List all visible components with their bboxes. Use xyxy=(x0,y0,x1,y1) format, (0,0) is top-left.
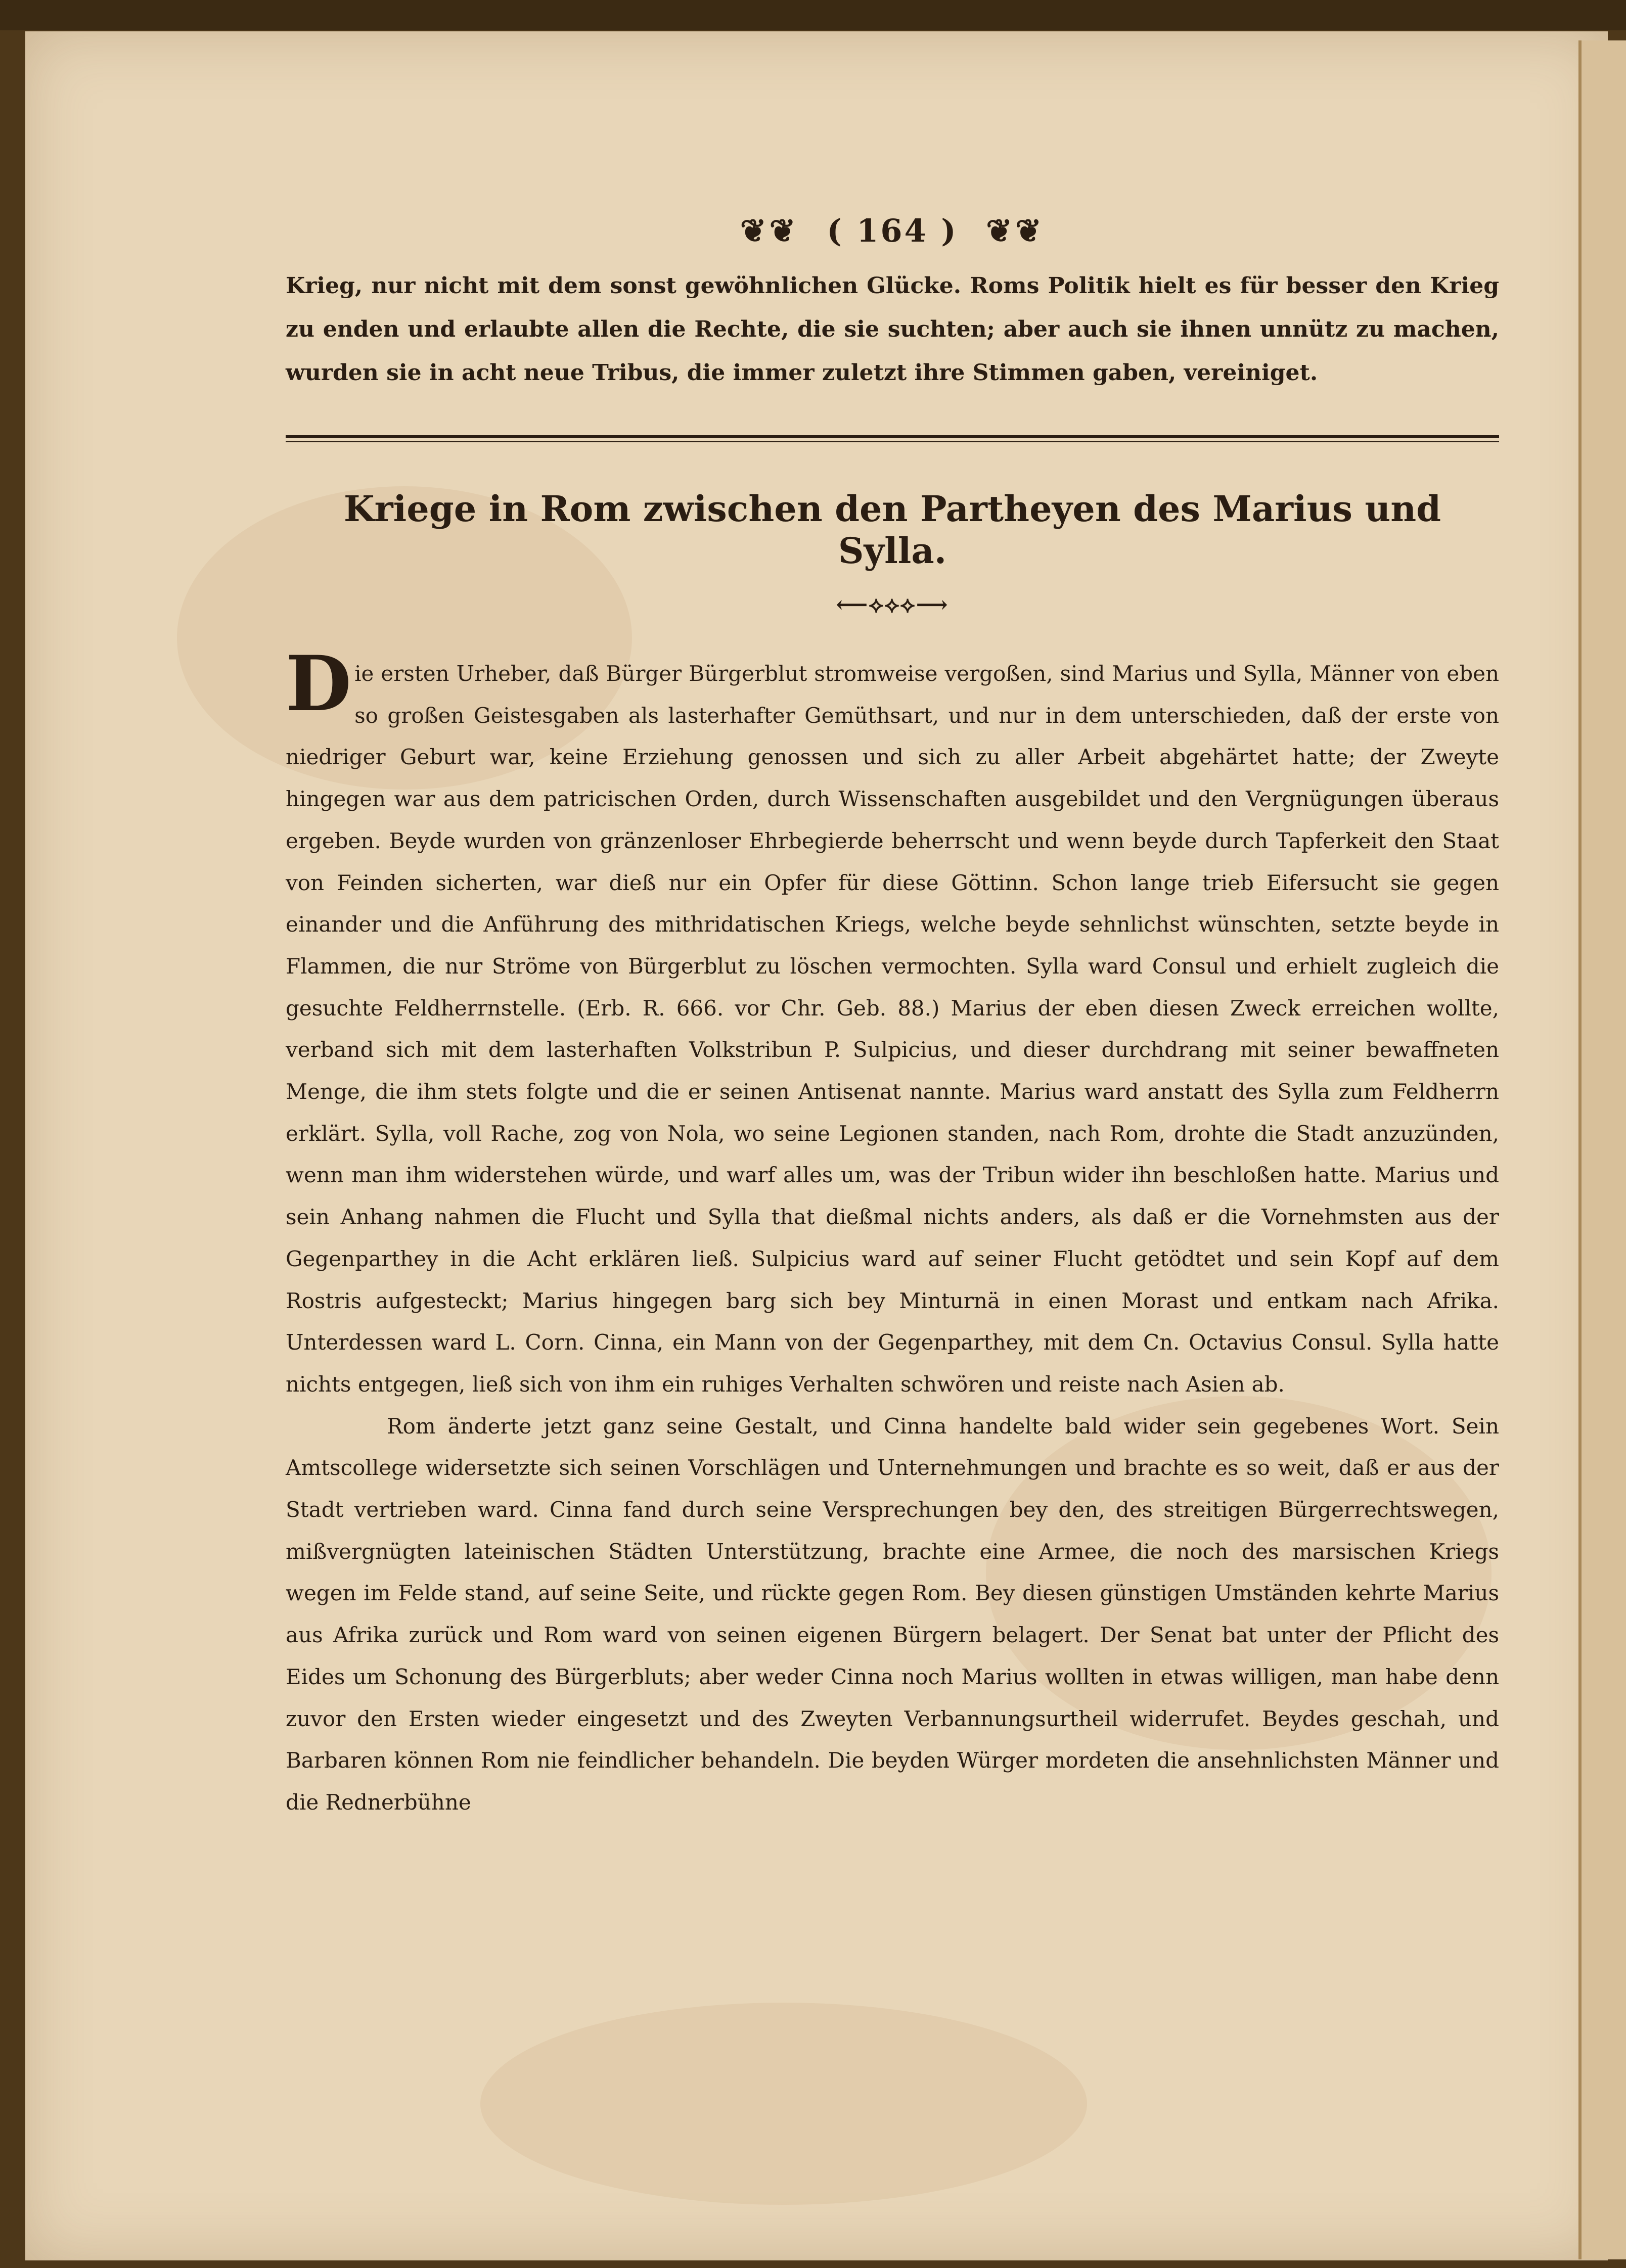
page-number: ( 164 ) xyxy=(827,212,958,249)
flourish-divider-icon: ⟵⟡⟡⟡⟶ xyxy=(836,592,949,618)
next-page-edge xyxy=(1578,40,1626,2259)
paper-stain xyxy=(480,2003,1087,2205)
paragraph-1 xyxy=(286,639,1499,1406)
ornament-left-icon: ❦❦ xyxy=(740,212,799,249)
section-rule-thin xyxy=(286,441,1499,442)
paragraph-2: Rom änderte jetzt ganz seine Gestalt, und Cinna handelte bald wider sein gegebenes Wort. Sein Amtscollege widersetzte sich seinen Vorschlägen und Unternehmungen und brachte es so weit, daß er aus der Stadt vertrieben ward. Cinna fand durch seine Versprechungen bey den, des streitigen Bürgerrechtswegen, mißvergnügten lateinischen Städten Unterstützung, brachte eine Armee, die noch des marsischen Kriegs wegen im Felde stand, auf seine Seite, und rückte gegen Rom. Bey diesen günstigen Umständen kehrte Marius aus Afrika zurück und Rom ward von seinen eigenen Bürgern belagert. Der Senat bat unter der Pflicht des Eides um Schonung des Bürgerbluts; aber weder Cinna noch Marius wollten in etwas willigen, man habe denn zuvor den Ersten wieder eingesetzt und des Zweyten Verbannungsurtheil widerrufet. Beydes geschah, und Barbaren können Rom nie feindlicher behandeln. Die beyden Würger mordeten die ansehnlichsten Männer und die Rednerbühne xyxy=(286,1413,1499,1815)
drop-cap: D xyxy=(286,639,352,728)
scan-top-border xyxy=(0,0,1626,30)
page-content xyxy=(286,212,1499,1824)
intro-paragraph: Krieg, nur nicht mit dem sonst gewöhnlichen Glücke. Roms Politik hielt es für besser den Krieg zu enden und erlaubte allen die Rechte, die sie suchten; aber auch sie ihnen unnütz zu machen, wurden sie in acht neue Tribus, die immer zuletzt ihre Stimmen gaben, vereiniget. xyxy=(286,273,1499,386)
paragraph-1-text: ie ersten Urheber, daß Bürger Bürgerblut stromweise vergoßen, sind Marius und Sylla, Männer von eben so großen Geistesgaben als lasterhafter Gemüthsart, und nur in dem unterschieden, daß der erste von niedriger Geburt war, keine Erziehung genossen und sich zu aller Arbeit abgehärtet hatte; der Zweyte hingegen war aus dem patricischen Orden, durch Wissenschaften ausgebildet und den Vergnügungen überaus ergeben. Beyde wurden von gränzenloser Ehrbegierde beherrscht und wenn beyde durch Tapferkeit den Staat von Feinden sicherten, war dieß nur ein Opfer für diese Göttinn. Schon lange trieb Eifersucht sie gegen einander und die Anführung des mithridatischen Kriegs, welche beyde sehnlichst wünschten, setzte beyde in Flammen, die nur Ströme von Bürgerblut zu löschen vermochten. Sylla ward Consul und erhielt zugleich die gesuchte Feldherrnstelle. (Erb. R. 666. vor Chr. Geb. 88.) Marius der eben diesen Zweck erreichen wollte, verband sich mit dem lasterhaften Volkstribun P. Sulpicius, und dieser durchdrang mit seiner bewaffneten Menge, die ihm stets folgte und die er seinen Antisenat nannte. Marius ward anstatt des Sylla zum Feldherrn erklärt. Sylla, voll Rache, zog von Nola, wo seine Legionen standen, nach Rom, drohte die Stadt anzuzünden, wenn man ihm widerstehen würde, und warf alles um, was der Tribun wider ihn beschloßen hatte. Marius und sein Anhang nahmen die Flucht und Sylla that dießmal nichts anders, als daß er die Vornehmsten aus der Gegenparthey in die Acht erklären ließ. Sulpicius ward auf seiner Flucht getödtet und sein Kopf auf dem Rostris aufgesteckt; Marius hingegen barg sich bey Minturnä in einen Morast und entkam nach Afrika. Unterdessen ward L. Corn. Cinna, ein Mann von der Gegenparthey, mit dem Cn. Octavius Consul. Sylla hatte nichts entgegen, ließ sich von ihm ein ruhiges Verhalten schwören und reiste nach Asien ab. xyxy=(286,661,1499,1397)
running-head xyxy=(286,212,1499,249)
ornament-right-icon: ❦❦ xyxy=(986,212,1045,249)
section-rule-thick xyxy=(286,435,1499,438)
chapter-title: Kriege in Rom zwischen den Partheyen des Marius und Sylla. xyxy=(343,488,1441,572)
